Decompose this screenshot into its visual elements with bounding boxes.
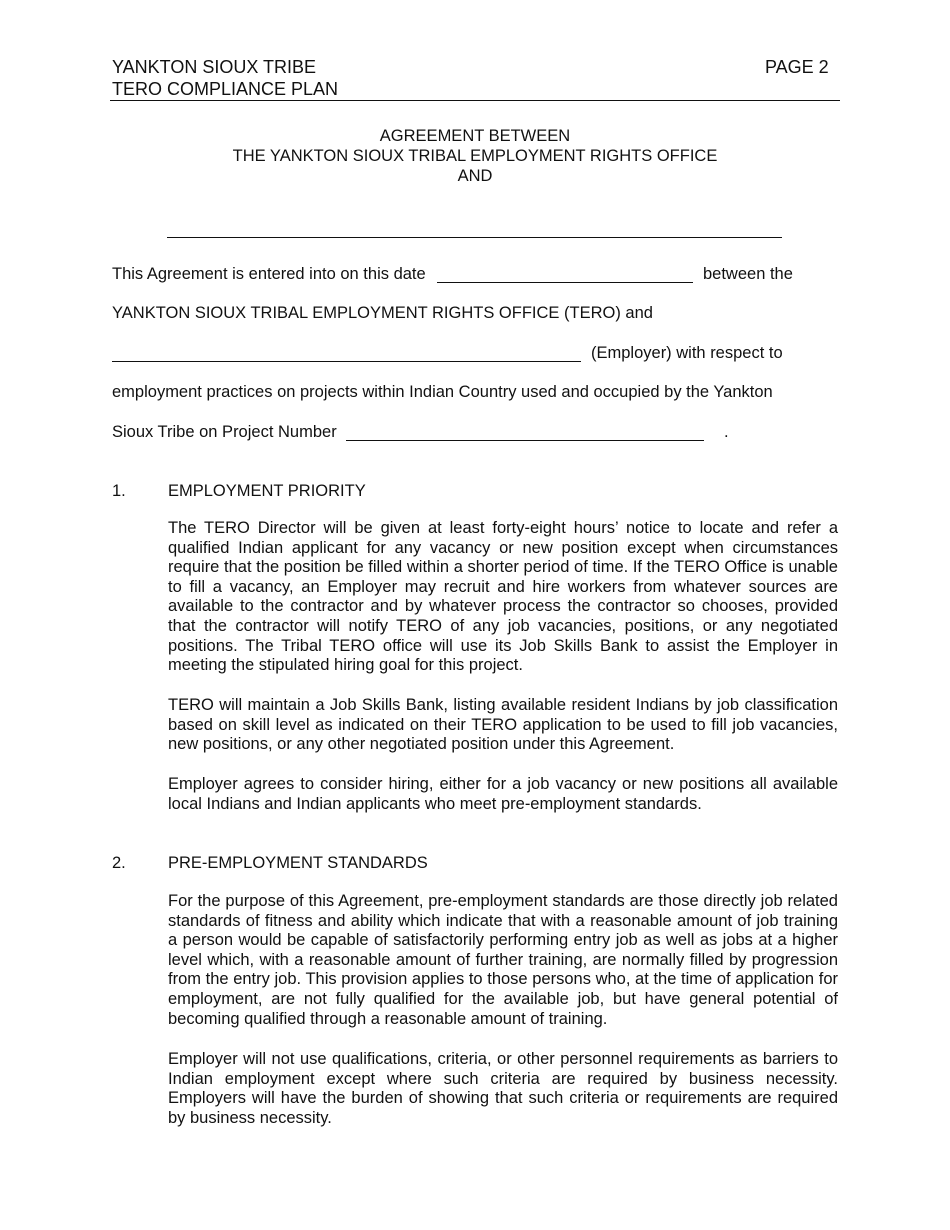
header-doc-title: TERO COMPLIANCE PLAN <box>112 79 339 99</box>
intro-line1-end: between the <box>703 265 793 283</box>
intro-line3-text: (Employer) with respect to <box>591 344 783 362</box>
header-rule <box>110 100 840 101</box>
section-2-paragraph-1: For the purpose of this Agreement, pre-employment standards are those directly job related standards of fitness and ability which indicate that with a reasonable amount of job training a person would be capable of satisfactorily performing entry job as well as jobs at a higher level which, with a reasonable amount of further training, are normally filled by progression from the entry job. This provision applies to those persons who, at the time of application for employment, are not fully qualified for the available job, but have general potential of becoming qualified through a reasonable amount of training. <box>168 892 838 1028</box>
date-blank <box>437 282 693 283</box>
header-page-number: PAGE 2 <box>765 57 829 77</box>
intro-line5-text: Sioux Tribe on Project Number <box>112 423 337 441</box>
section-2-title: PRE-EMPLOYMENT STANDARDS <box>168 854 428 872</box>
agreement-title-line2: THE YANKTON SIOUX TRIBAL EMPLOYMENT RIGHTS OFFICE <box>232 147 718 165</box>
section-1-number: 1. <box>112 482 126 500</box>
header-org: YANKTON SIOUX TRIBE <box>112 57 317 77</box>
agreement-title-line1: AGREEMENT BETWEEN <box>379 127 571 145</box>
intro-line5-end: . <box>724 423 729 441</box>
party-name-blank <box>167 237 782 238</box>
section-2-number: 2. <box>112 854 126 872</box>
project-number-blank <box>346 440 704 441</box>
section-1-paragraph-1: The TERO Director will be given at least forty-eight hours’ notice to locate and refer a qualified Indian applicant for any vacancy or new position except when circumstances require that the position be filled within a shorter period of time. If the TERO Office is unable to fill a vacancy, an Employer may recruit and hire workers from whatever sources are available to the contractor and by whatever process the contractor so chooses, provided that the contractor will notify TERO of any job vacancies, positions, or any negotiated positions. The Tribal TERO office will use its Job Skills Bank to assist the Employer in meeting the stipulated hiring goal for this project. <box>168 519 838 675</box>
section-1-paragraph-3: Employer agrees to consider hiring, either for a job vacancy or new positions all available local Indians and Indian applicants who meet pre-employment standards. <box>168 775 838 813</box>
section-1-paragraph-2: TERO will maintain a Job Skills Bank, listing available resident Indians by job classification based on skill level as indicated on their TERO application to be used to fill job vacancies, new positions, or any other negotiated position under this Agreement. <box>168 696 838 754</box>
intro-line1-text: This Agreement is entered into on this date <box>112 265 426 283</box>
section-1-title: EMPLOYMENT PRIORITY <box>168 482 366 500</box>
employer-blank <box>112 361 581 362</box>
agreement-title-line3: AND <box>457 167 493 185</box>
intro-line2: YANKTON SIOUX TRIBAL EMPLOYMENT RIGHTS OFFICE (TERO) and <box>112 304 653 322</box>
intro-line4: employment practices on projects within Indian Country used and occupied by the Yankton <box>112 383 773 401</box>
section-2-paragraph-2: Employer will not use qualifications, criteria, or other personnel requirements as barriers to Indian employment except where such criteria are required by business necessity. Employers will have the burden of showing that such criteria or requirements are required by business necessity. <box>168 1050 838 1127</box>
